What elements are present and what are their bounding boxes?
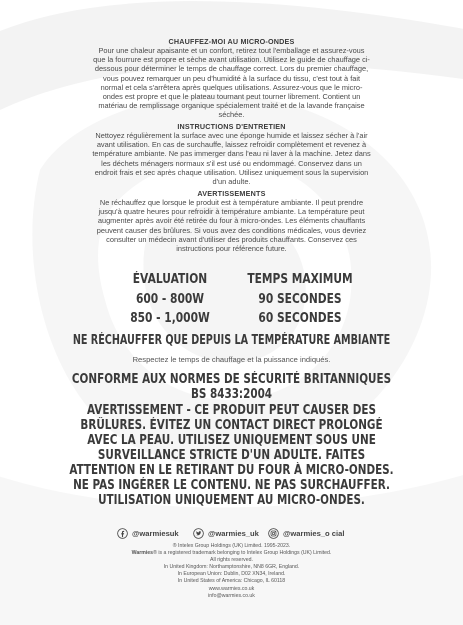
instagram-icon — [268, 528, 279, 539]
room-temp-notice: NE RÉCHAUFFER QUE DEPUIS LA TEMPÉRATURE AMBIANTE — [72, 333, 391, 348]
text-line: les déchets ménagers normaux s'il est usé ou endommagé. Conservez dans un — [101, 158, 362, 168]
footer-copyright: ® Intelex Group Holdings (UK) Limited. 1995-2023. — [172, 543, 291, 549]
warning-line: AVERTISSEMENT - CE PRODUIT PEUT CAUSER DES — [86, 403, 377, 418]
brand-name: Warmies — [131, 550, 154, 556]
warning-line: BRÛLURES. ÉVITEZ UN CONTACT DIRECT PROLONGÉ — [80, 418, 383, 433]
conformity-line: CONFORME AUX NORMES DE SÉCURITÉ BRITANNIQUES — [71, 372, 392, 387]
warnings-title: AVERTISSEMENTS — [197, 189, 266, 198]
social-handle: @warmies_o cial — [283, 529, 345, 538]
text-line: consulter un médecin avant d'utiliser des produits chauffants. Conservez ces — [106, 234, 357, 244]
text-line: d'un adulte. — [212, 177, 251, 187]
text-line: normal et cela s'arrêtera après quelques utilisations. Assurez-vous que le micro- — [100, 82, 363, 92]
footer-website-link[interactable]: www.warmies.co.uk — [208, 586, 255, 592]
warning-line: ATTENTION EN LE RETIRANT DU FOUR À MICRO-ONDES. — [69, 463, 394, 478]
text-line: vous pouvez remarquer un peu d'humidité à la surface du tissu, c'est tout à fait — [102, 73, 361, 83]
social-twitter[interactable] — [193, 528, 259, 539]
trademark-text: ® is a registered trademark belonging to Intelex Group Holdings (UK) Limited. — [153, 550, 332, 556]
table-header-rating: ÉVALUATION — [132, 272, 208, 287]
text-line: que la fourrure est propre et sèche avant utilisation. Utilisez le guide de chauffage ci- — [93, 55, 370, 65]
table-cell-rating: 600 - 800W — [135, 292, 205, 307]
table-cell-time: 60 SECONDES — [258, 311, 342, 326]
instructions-title: CHAUFFEZ-MOI AU MICRO-ONDES — [168, 37, 295, 46]
text-line: ondes est propre et que le plateau tournant peut tourner librement. Contient un — [102, 92, 361, 102]
table-cell-rating: 850 - 1,000W — [130, 311, 210, 326]
conformity-standard: BS 8433:2004 — [190, 387, 273, 402]
table-header-time: TEMPS MAXIMUM — [247, 272, 353, 287]
warning-line: UTILISATION UNIQUEMENT AU MICRO-ONDES. — [98, 493, 365, 508]
text-line: peuvent causer des brûlures. Si vous avez des conditions médicales, vous devriez — [96, 225, 367, 235]
text-line: jusqu'à quatre heures pour refroidir à température ambiante. La température peut — [98, 207, 365, 217]
social-instagram[interactable] — [268, 528, 344, 539]
warning-line: SURVEILLANCE STRICTE D'UN ADULTE. FAITES — [97, 448, 366, 463]
text-line: instructions pour référence future. — [176, 244, 287, 254]
table-cell-time: 90 SECONDES — [258, 292, 342, 307]
instructions-paragraph — [52, 46, 411, 120]
footer-address-eu: In European Union: Dublin, D02 XN34, Ireland. — [177, 571, 286, 577]
footer-email-link[interactable]: info@warmies.co.uk — [208, 593, 255, 599]
warning-line: AVEC LA PEAU. UTILISEZ UNIQUEMENT SOUS UNE — [87, 433, 376, 448]
footer-trademark — [40, 550, 423, 556]
social-handle: @warmies_uk — [208, 529, 259, 538]
social-facebook[interactable] — [117, 528, 179, 539]
care-paragraph — [52, 131, 411, 186]
warnings-paragraph — [52, 198, 411, 253]
footer-rights: All rights reserved. — [210, 557, 253, 563]
warning-line: NE PAS INGÉRER LE CONTENU. NE PAS SURCHAUFFER. — [73, 478, 390, 493]
text-line: température ambiante. Ne pas immerger dans l'eau ni laver à la machine. Jetez dans — [92, 149, 371, 159]
twitter-icon — [193, 528, 204, 539]
footer-address-uk: In United Kingdom: Northamptonshire, NN8 6GR, England. — [163, 564, 300, 570]
text-line: endroit frais et sec après chaque utilisation. Utilisez uniquement sous la supervision — [94, 167, 369, 177]
facebook-icon — [117, 528, 128, 539]
text-line: Pour une chaleur apaisante et un confort, retirez tout l'emballage et assurez-vous — [98, 46, 365, 55]
social-handle: @warmiesuk — [132, 529, 179, 538]
text-line: augmenter après avoir été retirée du four à micro-ondes. Les éléments chauffants — [97, 216, 366, 226]
respect-note: Respectez le temps de chauffage et la puissance indiqués. — [132, 355, 331, 364]
text-line: séchée. — [218, 110, 245, 120]
care-title: INSTRUCTIONS D'ENTRETIEN — [177, 122, 286, 131]
text-line: Ne réchauffez que lorsque le produit est à température ambiante. Il peut prendre — [99, 198, 364, 207]
footer-address-us: In United States of America: Chicago, IL 60118 — [177, 578, 286, 584]
text-line: matériau de remplissage organique spécialement traité et de la lavande française — [98, 101, 365, 111]
text-line: dessous pour déterminer le temps de chauffage correct. Lors du premier chauffage, — [94, 64, 369, 74]
text-line: Nettoyez régulièrement la surface avec une éponge humide et laissez sécher à l'air — [95, 131, 368, 140]
text-line: avant utilisation. En cas de surchauffe, laissez refroidir complètement et revenez à — [96, 140, 367, 150]
